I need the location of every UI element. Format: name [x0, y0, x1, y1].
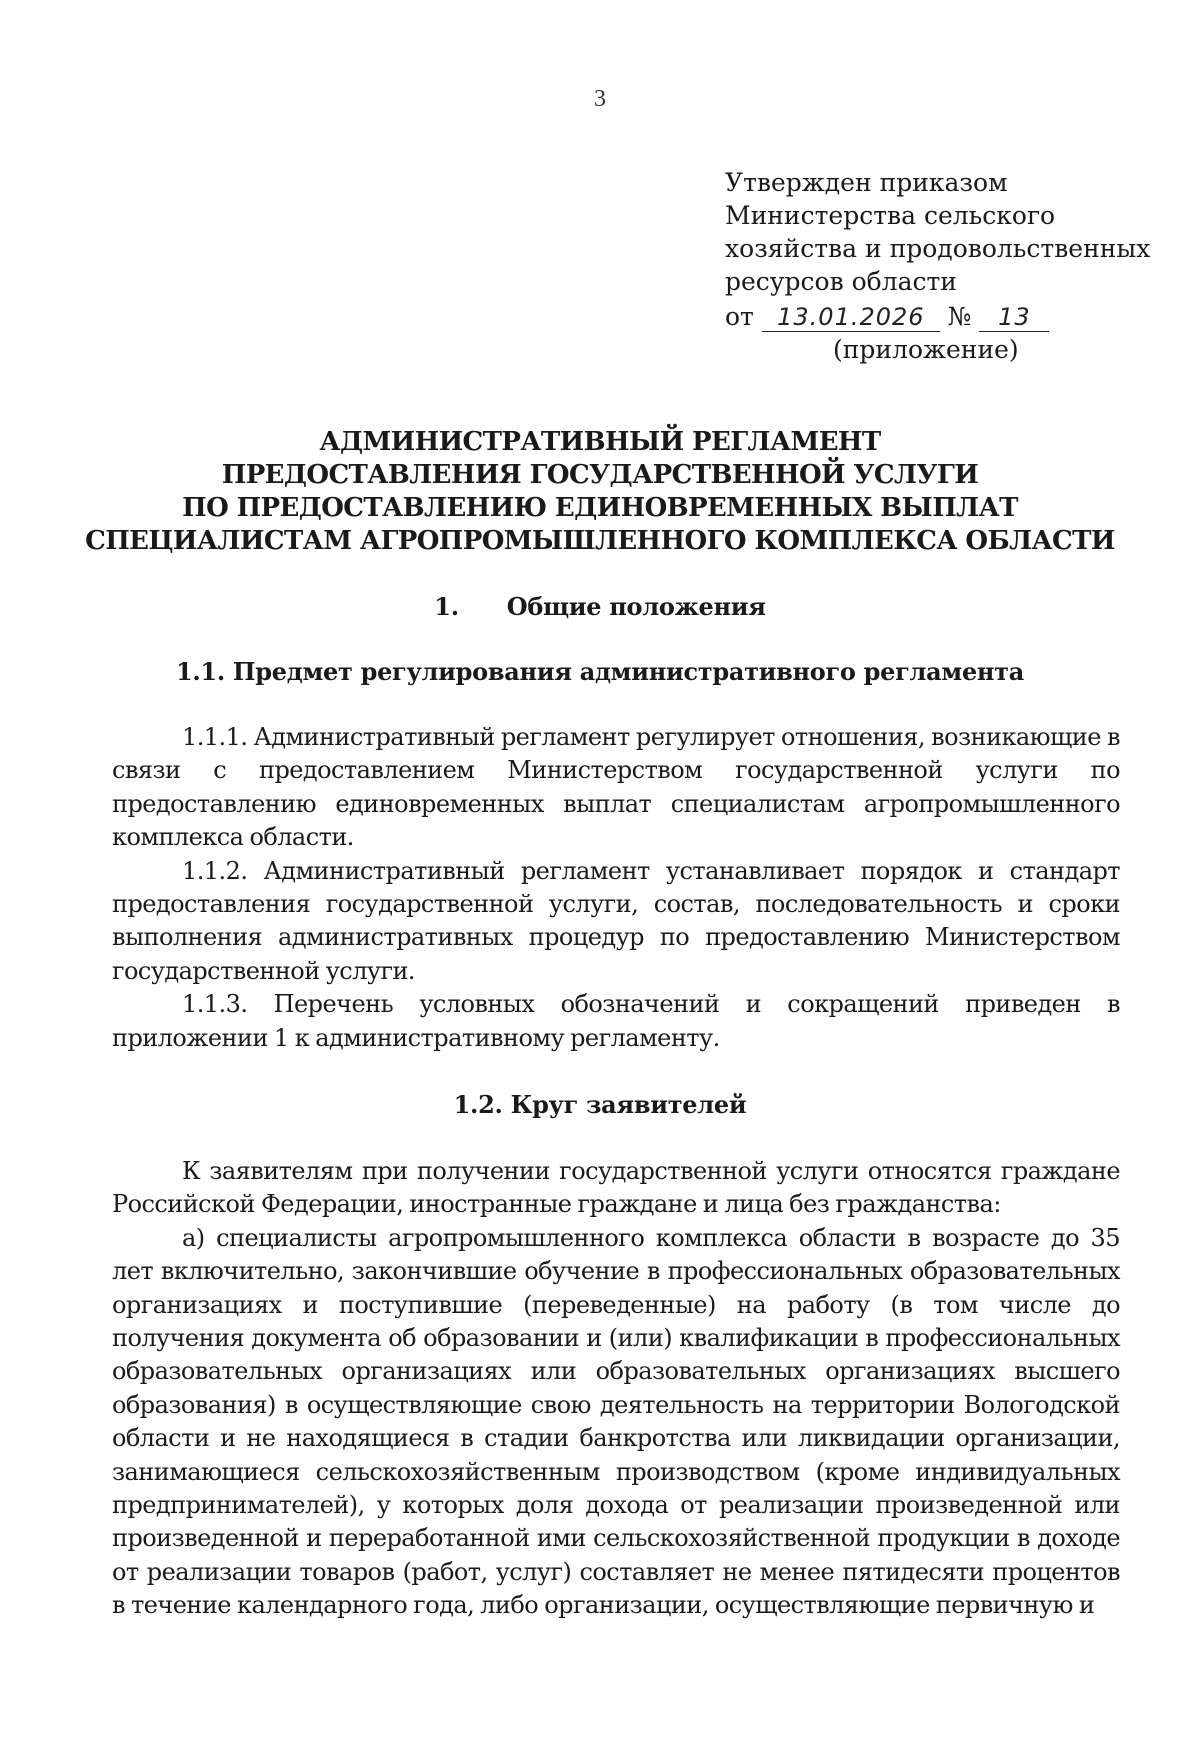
section-1-2-body	[112, 1155, 1120, 1623]
document-title	[0, 426, 1200, 558]
approval-date-line	[725, 300, 1145, 333]
number-prefix: №	[947, 302, 972, 331]
approval-line: Утвержден приказом	[725, 168, 1008, 197]
title-line: СПЕЦИАЛИСТАМ АГРОПРОМЫШЛЕННОГО КОМПЛЕКСА ОБЛАСТИ	[85, 526, 1115, 556]
page-number: 3	[594, 86, 606, 112]
date-prefix: от	[725, 302, 754, 331]
section-1-heading	[0, 592, 1200, 621]
title-line: ПРЕДОСТАВЛЕНИЯ ГОСУДАРСТВЕННОЙ УСЛУГИ	[221, 460, 979, 490]
section-1-number: 1.	[434, 592, 459, 621]
paragraph: 1.1.3. Перечень условных обозначений и сокращений приведен в приложении 1 к административному регламенту.	[112, 990, 1120, 1052]
handwritten-number: 13	[979, 303, 1049, 332]
section-1-1-heading: 1.1. Предмет регулирования административного регламента	[175, 657, 1025, 686]
approval-block	[725, 166, 1151, 366]
approval-line: Министерства сельского	[725, 201, 1056, 230]
section-1-1-body	[112, 721, 1120, 1055]
approval-line: ресурсов области	[725, 267, 957, 296]
paragraph: 1.1.2. Административный регламент устанавливает порядок и стандарт предоставления государственной услуги, состав, последовательность и сроки выполнения административных процедур по предоставлению Министерством государственной услуги.	[112, 856, 1120, 985]
appendix-label: (приложение)	[833, 335, 1019, 364]
title-line: АДМИНИСТРАТИВНЫЙ РЕГЛАМЕНТ	[319, 427, 881, 457]
handwritten-date: 13.01.2026	[762, 303, 940, 332]
approval-line: хозяйства и продовольственных	[725, 234, 1151, 263]
paragraph: К заявителям при получении государственной услуги относятся граждане Российской Федерации, иностранные граждане и лица без гражданства:	[112, 1157, 1120, 1219]
paragraph: 1.1.1. Административный регламент регулирует отношения, возникающие в связи с предоставлением Министерством государственной услуги по предоставлению единовременных выплат специалистам агропромышленного комплекса области.	[112, 723, 1120, 852]
title-line: ПО ПРЕДОСТАВЛЕНИЮ ЕДИНОВРЕМЕННЫХ ВЫПЛАТ	[182, 493, 1018, 523]
paragraph: а) специалисты агропромышленного комплекса области в возрасте до 35 лет включительно, закончившие обучение в профессиональных образовательных организациях и поступившие (переведенные) на работу (в том числе до получения документа об образовании и (или) квалификации в профессиональных образовательных организациях или образовательных организациях высшего образования) в осуществляющие свою деятельность на территории Вологодской области и не находящиеся в стадии банкротства или ликвидации организации, занимающиеся сельскохозяйственным производством (кроме индивидуальных предпринимателей), у которых доля дохода от реализации произведенной или произведенной и переработанной ими сельскохозяйственной продукции в доходе от реализации товаров (работ, услуг) составляет не менее пятидесяти процентов в течение календарного года, либо организации, осуществляющие первичную и	[112, 1223, 1120, 1620]
section-1-2-heading: 1.2. Круг заявителей	[453, 1090, 747, 1119]
section-1-title: Общие положения	[506, 592, 766, 621]
